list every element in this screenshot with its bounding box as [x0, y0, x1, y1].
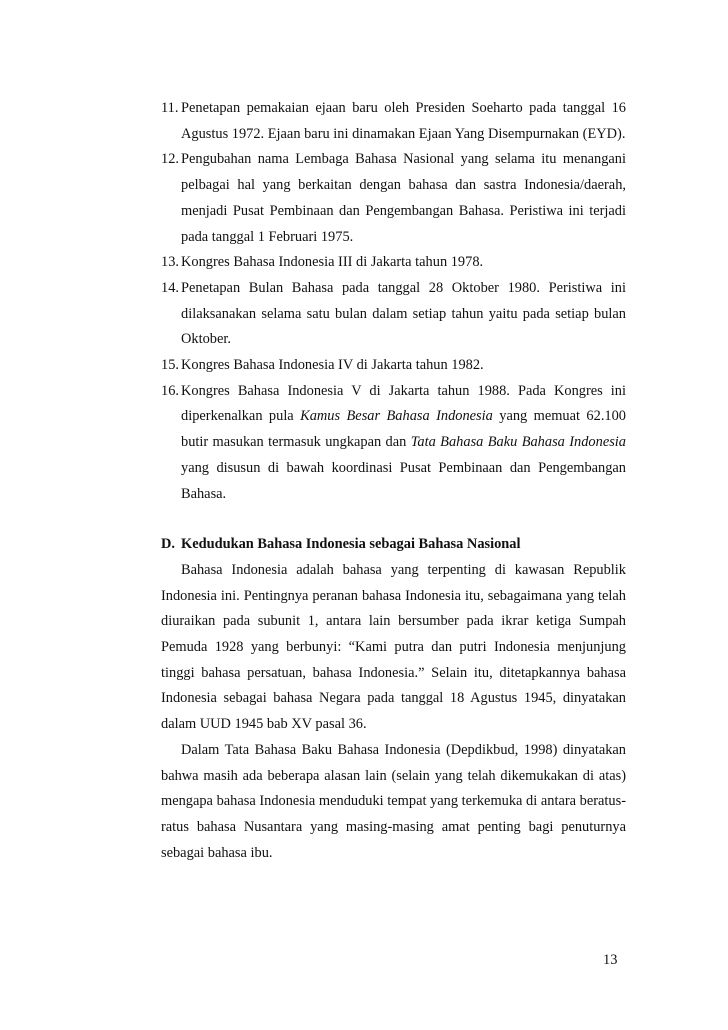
list-text: Penetapan Bulan Bahasa pada tanggal 28 Oktober 1980. Peristiwa ini dilaksanakan selama satu bulan dalam setiap tahun yaitu pada setiap bulan Oktober. — [181, 279, 626, 348]
list-text: Kongres Bahasa Indonesia III di Jakarta tahun 1978. — [181, 254, 484, 271]
body-paragraph: Dalam Tata Bahasa Baku Bahasa Indonesia (Depdikbud, 1998) dinyatakan bahwa masih ada beberapa alasan lain (selain yang telah dikemukakan di atas) mengapa bahasa Indonesia menduduki tempat yang terkemuka di antara beratus-ratus bahasa Nusantara yang masing-masing amat penting bagi penuturnya sebagai bahasa ibu. — [161, 741, 626, 861]
numbered-list — [161, 96, 626, 507]
list-number: 12. — [161, 151, 179, 168]
book-title: Kamus Besar Bahasa Indonesia — [300, 408, 493, 425]
list-text: Kongres Bahasa Indonesia IV di Jakarta tahun 1982. — [181, 357, 484, 374]
list-item — [161, 147, 626, 250]
page-number: 13 — [603, 952, 618, 968]
section-heading — [161, 532, 626, 558]
list-number: 14. — [161, 279, 179, 296]
list-text: Pengubahan nama Lembaga Bahasa Nasional yang selama itu menangani pelbagai hal yang berkaitan dengan bahasa dan sastra Indonesia/daerah, menjadi Pusat Pembinaan dan Pengembangan Bahasa. Peristiwa ini terjadi pada tanggal 1 Februari 1975. — [181, 151, 626, 245]
text-segment: yang memuat 62.100 butir masukan termasuk ungkapan dan — [181, 408, 627, 451]
section-title: Kedudukan Bahasa Indonesia sebagai Bahasa Nasional — [181, 536, 521, 553]
list-text — [181, 379, 626, 508]
list-item — [161, 96, 626, 147]
list-text: Penetapan pemakaian ejaan baru oleh Presiden Soeharto pada tanggal 16 Agustus 1972. Ejaan baru ini dinamakan Ejaan Yang Disempurnakan (EYD). — [181, 100, 626, 142]
list-number: 16. — [161, 382, 179, 399]
list-item — [161, 353, 626, 379]
list-number: 15. — [161, 357, 179, 374]
list-number: 11. — [161, 100, 179, 116]
list-item — [161, 250, 626, 276]
list-number: 13. — [161, 254, 179, 271]
body-paragraph: Bahasa Indonesia adalah bahasa yang terpenting di kawasan Republik Indonesia ini. Pentingnya peranan bahasa Indonesia itu, sebagaimana yang telah diuraikan pada subunit 1, antara lain bersumber pada ikrar ketiga Sumpah Pemuda 1928 yang berbunyi: “Kami putra dan putri Indonesia menjunjung tinggi bahasa persatuan, bahasa Indonesia.” Selain itu, ditetapkannya bahasa Indonesia sebagai bahasa Negara pada tanggal 18 Agustus 1945, dinyatakan dalam UUD 1945 bab XV pasal 36. — [161, 561, 626, 733]
list-item — [161, 276, 626, 353]
text-segment: Kongres Bahasa Indonesia V di Jakarta tahun 1988. Pada Kongres ini diperkenalkan pula — [181, 382, 626, 425]
section-letter: D. — [161, 536, 175, 553]
list-item — [161, 379, 626, 508]
text-segment: yang disusun di bawah koordinasi Pusat Pembinaan dan Pengembangan Bahasa. — [181, 459, 626, 502]
page-content — [161, 96, 626, 866]
book-title: Tata Bahasa Baku Bahasa Indonesia — [410, 434, 627, 451]
